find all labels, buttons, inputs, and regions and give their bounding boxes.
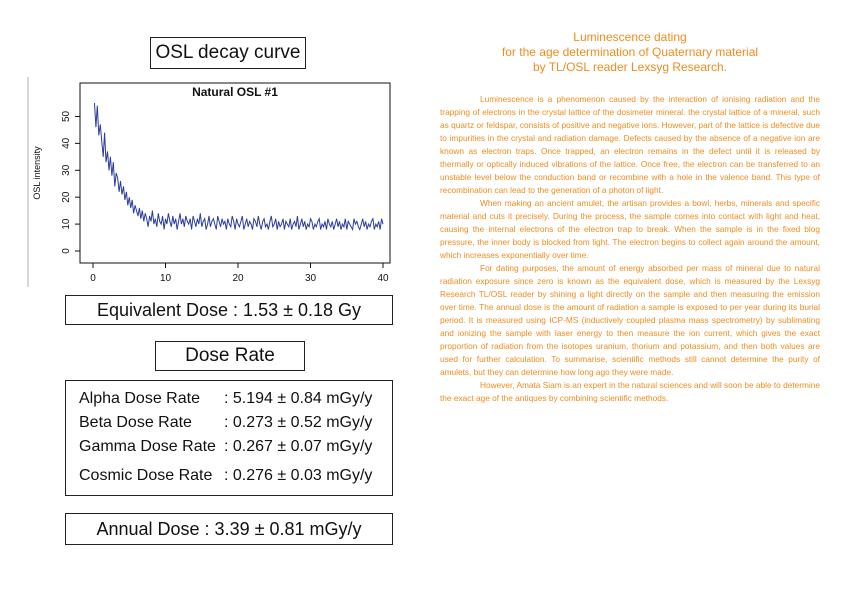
dose-rate-title [155, 341, 305, 371]
osl-chart [28, 76, 398, 291]
article-heading-line: Luminescence dating [573, 30, 687, 44]
x-tick-label: 40 [377, 273, 389, 284]
article-heading-line: by TL/OSL reader Lexsyg Research. [532, 60, 728, 74]
dose-rate-value: : 0.273 ± 0.52 mGy/y [224, 414, 373, 431]
y-tick-label: 0 [61, 248, 72, 254]
article-heading-line: for the age determination of Quaternary material [501, 45, 759, 59]
dose-rate-table [65, 380, 393, 496]
dose-rate-row [79, 438, 372, 456]
article-paragraph: Luminescence is a phenomenon caused by the interaction of ionising radiation and the trapping of electrons in the crystal lattice of the dosimeter mineral. the crystal lattice of a mineral, such as quartz or feldspar, consists of positive and negative ions. However, part of the lattice is defective due to impurities in the crystal and radiation damage. Defects caused by the absence of a negative ion are known as electron traps. Once trapped, an electron remains in the defect until it is released by thermally or optically induced vibrations of the lattice. Once free, the electron can be transferred to an unstable level below the conduction band or recombine with a hole in the valence band. This type of recombination can lead to the generation of a photon of light. [440, 94, 820, 195]
dose-rate-label: Alpha Dose Rate [79, 390, 200, 407]
x-tick-label: 20 [232, 273, 244, 284]
dose-rate-label: Beta Dose Rate [79, 414, 192, 431]
osl-series-line [95, 103, 384, 230]
article-heading [440, 30, 820, 75]
article-paragraph: When making an ancient amulet, the artisan provides a bowl, herbs, minerals and specific material and cuts it precisely. During the process, the sample comes into contact with light and heat, causing the internal electrons of the electron trap to break. When the sample is in the fixed blog pressure, the inner body is blocked from light. The electron begins to collect again around the amount, which increases exponentially over time. [440, 198, 820, 260]
equivalent-dose-text: Equivalent Dose : 1.53 ± 0.18 Gy [96, 299, 362, 320]
chart-title: Natural OSL #1 [192, 85, 278, 99]
x-tick-label: 0 [90, 273, 96, 284]
y-tick-label: 30 [61, 164, 72, 176]
y-axis-label: OSL intensity [32, 146, 42, 200]
dose-rate-row [79, 414, 372, 432]
article [440, 30, 820, 405]
equivalent-dose-box [65, 295, 393, 325]
dose-rate-value: : 0.267 ± 0.07 mGy/y [224, 438, 373, 455]
annual-dose-text: Annual Dose : 3.39 ± 0.81 mGy/y [96, 518, 362, 539]
y-tick-label: 40 [61, 137, 72, 149]
annual-dose-box [65, 513, 393, 545]
dose-rate-row [79, 390, 372, 408]
osl-decay-curve-title-text: OSL decay curve [155, 42, 301, 63]
x-tick-label: 30 [304, 273, 317, 284]
plot-frame [80, 83, 390, 263]
dose-rate-label: Cosmic Dose Rate [79, 467, 213, 484]
article-body [440, 93, 820, 405]
dose-rate-title-text: Dose Rate [185, 345, 275, 366]
y-tick-label: 20 [61, 191, 72, 203]
dose-rate-row [79, 467, 372, 485]
dose-rate-value: : 0.276 ± 0.03 mGy/y [224, 467, 373, 484]
article-paragraph: However, Amata Siam is an expert in the natural sciences and will soon be able to determine the exact age of the antiques by combining scientific methods. [440, 380, 820, 403]
article-paragraph: For dating purposes, the amount of energy absorbed per mass of mineral due to natural radiation exposure since zero is known as the equivalent dose, which is measured by the Lexsyg Research TL/OSL reader by shining a light directly on the sample and then measuring the emission over time. The annual dose is the amount of radiation a sample is exposed to per year during its burial period. It is measured using ICP-MS (inductively coupled plasma mass spectrometry) by sublimating and ionizing the sample with laser energy to then measure the ion current, which gives the exact proportion of radiation from the isotopes uranium, thorium and potassium, and then both values are used for further calculation. To summarise, scientific methods still cannot determine the purity of amulets, but they can determine how long ago they were made. [440, 263, 820, 377]
dose-rate-value: : 5.194 ± 0.84 mGy/y [224, 390, 373, 407]
y-tick-label: 50 [61, 110, 72, 123]
y-tick-label: 10 [61, 218, 72, 230]
dose-rate-label: Gamma Dose Rate [79, 438, 216, 455]
x-tick-label: 10 [159, 273, 172, 284]
osl-decay-curve-title [150, 37, 306, 69]
